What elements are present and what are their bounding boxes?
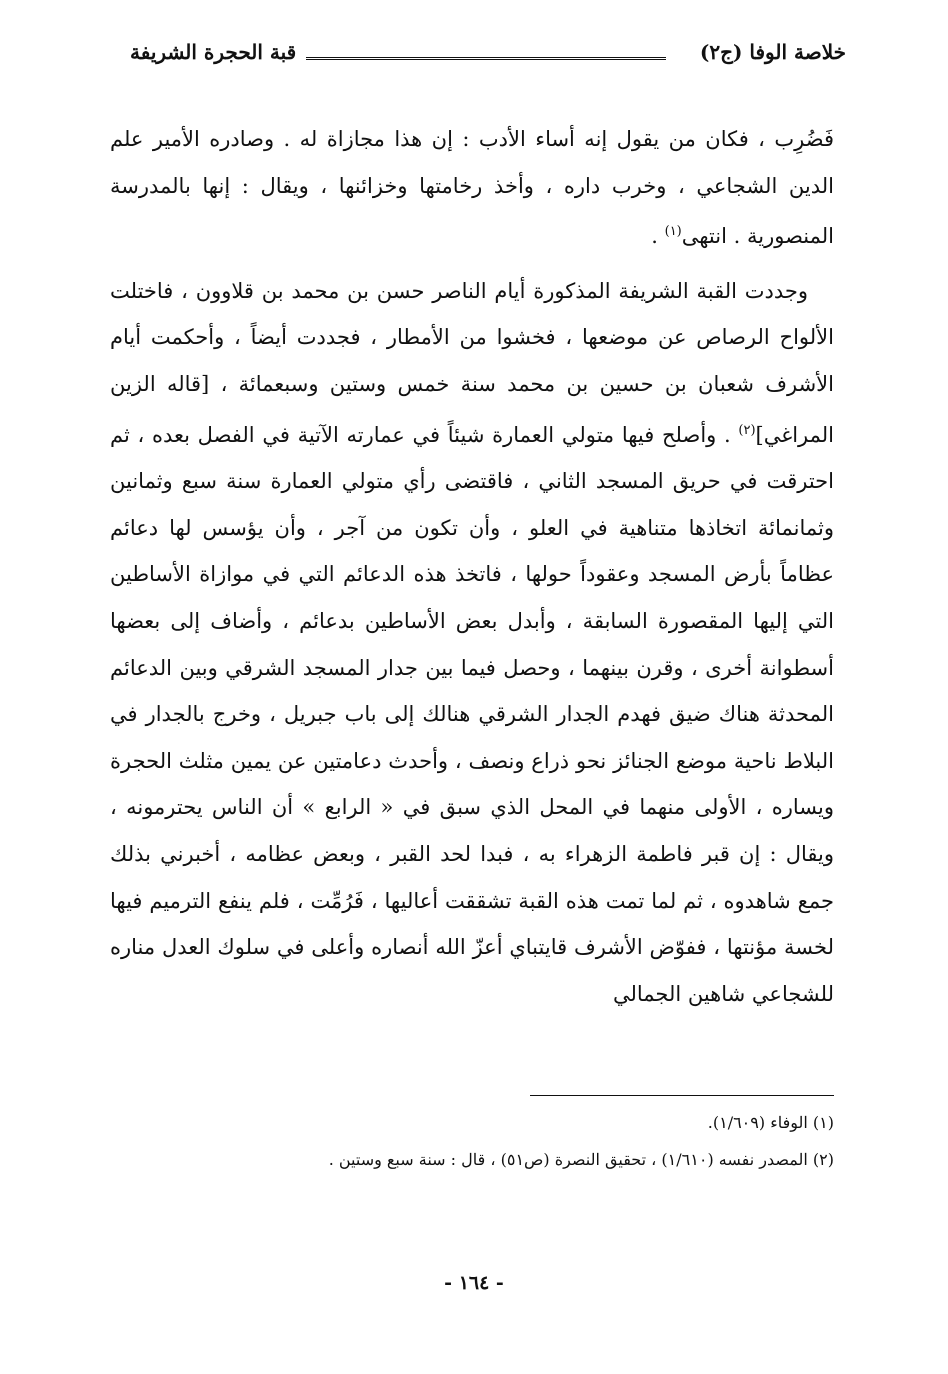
footnote-2: (٢) المصدر نفسه (١/٦١٠) ، تحقيق النصرة (ص٥١) ، قال : سنة سبع وستين . xyxy=(328,1150,834,1169)
main-text xyxy=(110,116,834,1017)
footnote-ref-2: (٢) xyxy=(738,422,756,438)
text-line: الفصل بعده ، ثم احترقت في حريق المسجد الثاني ، فاقتضى رأي متولي العمارة xyxy=(110,422,834,494)
text-line: وأحكمت أيام الأشرف شعبان بن حسين بن محمد سنة خمس وستين وسبعمائة ، xyxy=(110,325,834,396)
section-title: قبة الحجرة الشريفة xyxy=(130,40,297,64)
footnote-ref-1: (١) xyxy=(664,224,682,240)
text-line: سنة سبع وثمانين وثمانمائة اتخاذها متناهية في العلو ، وأن تكون من آجر ، وأن xyxy=(110,469,834,540)
text-line: باب جبريل ، وخرج بالجدار في البلاط ناحية موضع الجنائز نحو ذراع ونصف ، xyxy=(110,702,834,773)
text-line: في « الرابع » أن الناس يحترمونه ، ويقال : إن قبر فاطمة الزهراء به ، فبدا لحد xyxy=(110,795,834,866)
text-fragment: . xyxy=(651,224,665,249)
paragraph-1 xyxy=(110,116,834,260)
page-number: - ١٦٤ - xyxy=(444,1272,504,1294)
running-header xyxy=(108,40,846,80)
text-line: المنصورية . انتهى xyxy=(681,224,834,249)
text-line: وجددت القبة الشريفة المذكورة أيام الناصر حسن بن محمد بن قلاوون ، xyxy=(181,278,808,303)
text-line: القبر ، وبعض عظامه ، أخبرني بذلك جمع شاهدوه ، ثم لما تمت هذه القبة xyxy=(110,841,834,913)
footnote-1: (١) الوفاء (١/٦٠٩). xyxy=(707,1113,834,1132)
text-line: المسجد الشرقي وبين الدعائم المحدثة هناك ضيق فهدم الجدار الشرقي هنالك إلى xyxy=(110,655,834,727)
paragraph-2 xyxy=(110,268,834,1018)
text-line: فَضُرِب ، فكان من يقول إنه أساء الأدب : إن هذا مجازاة له . وصادره الأمير علم xyxy=(110,127,834,151)
text-line: يؤسس لها دعائم عظاماً بأرض المسجد وعقوداً حولها ، فاتخذ هذه الدعائم التي في xyxy=(110,515,834,587)
bracketed-citation: [قاله الزين المراغي] xyxy=(110,371,834,447)
text-line: وأحدث دعامتين عن يمين مثلث الحجرة ويساره ، الأولى منهما في المحل الذي سبق xyxy=(110,748,834,820)
book-title: خلاصة الوفا (ج٢) xyxy=(699,40,846,64)
text-line: الدين الشجاعي ، وخرب داره ، وأخذ رخامتها وخزائنها ، ويقال : إنها بالمدرسة xyxy=(110,173,834,198)
text-fragment: . وأصلح فيها متولي العمارة شيئاً في عمارته الآتية في xyxy=(262,422,739,447)
text-line: فاختلت الألواح الرصاص عن موضعها ، فخشوا من الأمطار ، فجددت أيضاً ، xyxy=(110,278,834,350)
text-line: وأضاف إلى بعضها أسطوانة أخرى ، وقرن بينهما ، وحصل فيما بين جدار xyxy=(110,608,834,680)
footnote-separator xyxy=(530,1095,834,1096)
text-line: قايتباي أعزّ الله أنصاره وأعلى في سلوك العدل مناره للشجاعي شاهين الجمالي xyxy=(110,935,834,1006)
header-rule xyxy=(306,57,666,63)
text-line: موازاة الأساطين التي إليها المقصورة السابقة ، وأبدل بعض الأساطين بدعائم ، xyxy=(110,562,834,633)
footnotes xyxy=(110,1104,834,1178)
text-line: تشققت أعاليها ، فَرُمِّت ، فلم ينفع الترميم فيها لخسة مؤنتها ، ففوّض الأشرف xyxy=(110,888,834,960)
